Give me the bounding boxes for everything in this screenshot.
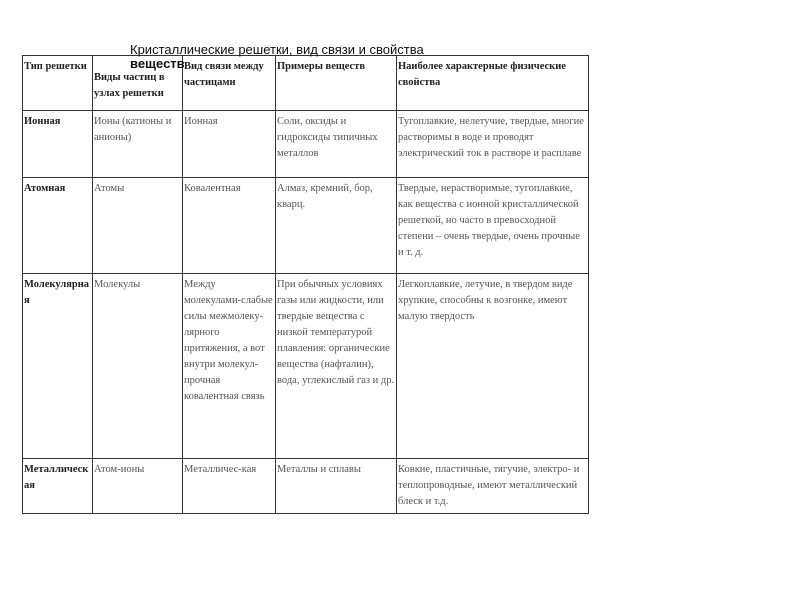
table-row <box>23 459 589 514</box>
cell: Молекулы <box>93 274 183 459</box>
header-cell: Вид связи между частицами <box>183 56 276 111</box>
table-row <box>23 178 589 274</box>
cell: Алмаз, кремний, бор, кварц. <box>276 178 397 274</box>
header-cell: Примеры веществ <box>276 56 397 111</box>
cell: Металлы и сплавы <box>276 459 397 514</box>
cell: Ковалентная <box>183 178 276 274</box>
cell: Легкоплавкие, летучие, в твердом виде хрупкие, способны к возгонке, имеют малую твердость <box>397 274 589 459</box>
cell: Металлическая <box>23 459 93 514</box>
cell: Тугоплавкие, нелетучие, твердые, многие растворимы в воде и проводят электрический ток в растворе и расплаве <box>397 111 589 178</box>
header-cell: Тип решетки <box>23 56 93 111</box>
cell: Между молекулами-слабые силы межмолеку-лярного притяжения, а вот внутри молекул-прочная ковалентная связь <box>183 274 276 459</box>
cell: Атомы <box>93 178 183 274</box>
cell: Твердые, нерастворимые, тугоплавкие, как вещества с ионной кристаллической решеткой, но часто в превосходной степени – очень твердые, очень прочные и т. д. <box>397 178 589 274</box>
crystal-lattice-table <box>22 55 589 514</box>
header-cell: Виды частиц в узлах решетки <box>93 56 183 111</box>
cell: Соли, оксиды и гидроксиды типичных металлов <box>276 111 397 178</box>
title-line-2: веществ <box>130 56 185 71</box>
cell: Атомная <box>23 178 93 274</box>
title-line-1: Кристаллические решетки, вид связи и свойства <box>130 42 424 57</box>
cell: Ионы (катионы и анионы) <box>93 111 183 178</box>
cell: Металличес-кая <box>183 459 276 514</box>
header-cell: Наиболее характерные физические свойства <box>397 56 589 111</box>
table-row <box>23 111 589 178</box>
cell: Ковкие, пластичные, тягучие, электро- и теплопроводные, имеют металлический блеск и т.д. <box>397 459 589 514</box>
cell: Ионная <box>183 111 276 178</box>
cell: Ионная <box>23 111 93 178</box>
document-title <box>130 43 450 71</box>
cell: Молекулярная <box>23 274 93 459</box>
cell: При обычных условиях газы или жидкости, или твердые вещества с низкой температурой плавления: органические вещества (нафталин), вода, углекислый газ и др. <box>276 274 397 459</box>
cell: Атом-ионы <box>93 459 183 514</box>
table-row <box>23 274 589 459</box>
